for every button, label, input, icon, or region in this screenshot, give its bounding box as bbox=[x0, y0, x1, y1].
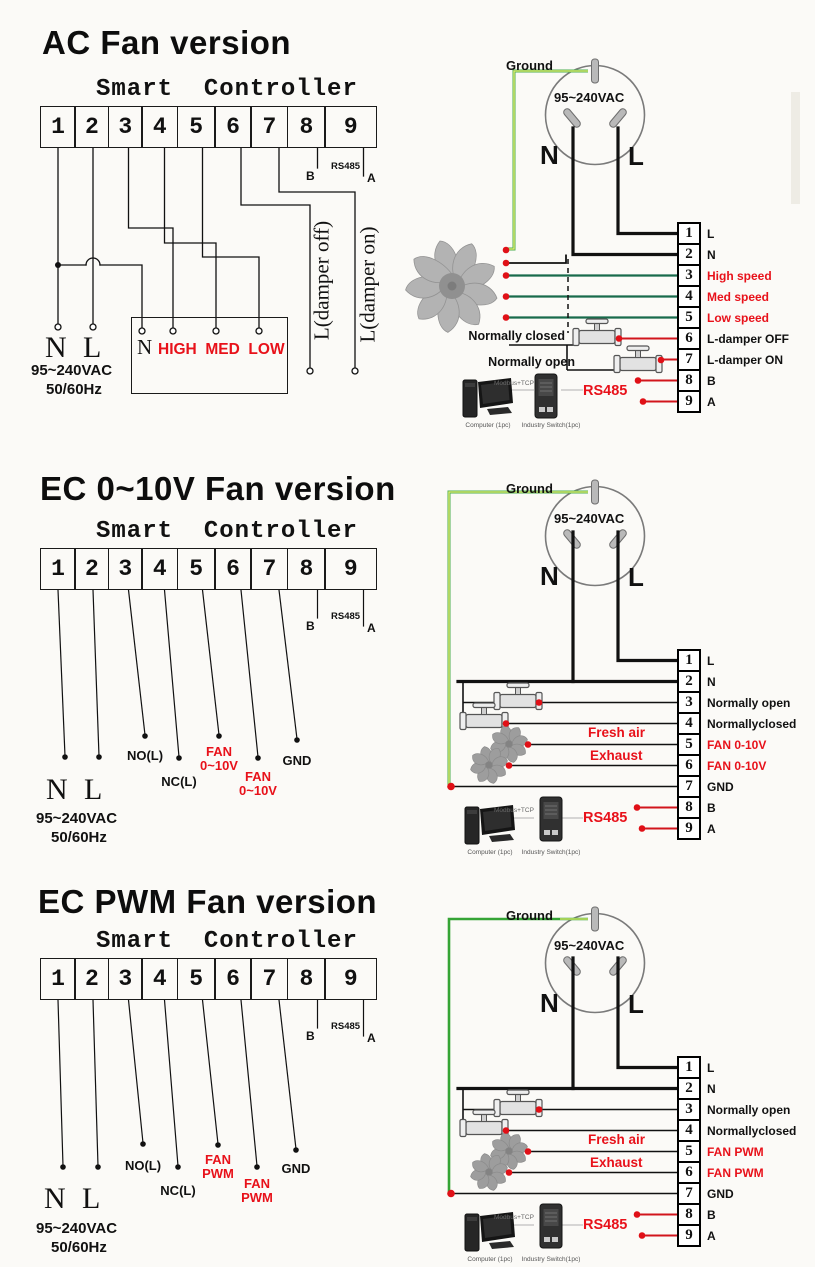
block-terminal-number: 6 bbox=[677, 754, 701, 777]
computer-caption: Computer (1pc) bbox=[467, 1256, 513, 1263]
block-terminal-number: 9 bbox=[677, 1224, 701, 1247]
fan-label-line1: FAN bbox=[205, 1152, 231, 1167]
block-terminal-label: A bbox=[707, 821, 716, 836]
block-terminal-number: 3 bbox=[677, 264, 701, 287]
neutral-label: N bbox=[44, 1182, 66, 1215]
block-terminal-label: L bbox=[707, 226, 715, 241]
block-terminal-number: 4 bbox=[677, 1119, 701, 1142]
block-terminal-number: 5 bbox=[677, 733, 701, 756]
modbus-label: Modbus+TCP bbox=[494, 380, 534, 387]
ac-motor-box bbox=[131, 317, 288, 394]
fan-label-line2: PWM bbox=[241, 1190, 273, 1206]
block-terminal-number: 1 bbox=[677, 1056, 701, 1079]
rs485-bus-label: RS485 bbox=[583, 810, 628, 826]
strip-terminal-7: 7 bbox=[250, 106, 288, 148]
block-terminal-number: 9 bbox=[677, 817, 701, 840]
power-rating: 95~240VAC bbox=[36, 810, 118, 827]
rs485-bus-label: RS485 bbox=[583, 383, 628, 399]
valve-open-icon bbox=[494, 683, 542, 710]
strip-terminal-3: 3 bbox=[108, 106, 143, 148]
block-terminal-label: B bbox=[707, 800, 716, 815]
block-row-4 bbox=[677, 712, 797, 735]
strip-terminal-1: 1 bbox=[40, 548, 76, 590]
strip-terminal-4: 4 bbox=[141, 548, 178, 590]
computer-caption: Computer (1pc) bbox=[465, 422, 511, 429]
block-row-1 bbox=[677, 649, 715, 672]
fresh-air-label: Fresh air bbox=[588, 1132, 646, 1147]
fan-0-10v-label-1 bbox=[197, 745, 241, 774]
block-terminal-number: 5 bbox=[677, 306, 701, 329]
strip-terminal-9: 9 bbox=[324, 958, 377, 1000]
rs485-label: RS485 bbox=[331, 161, 361, 172]
block-row-2 bbox=[677, 670, 716, 693]
block-row-1 bbox=[677, 1056, 715, 1079]
plug-l-label: L bbox=[628, 141, 644, 171]
switch-caption: Industry Switch(1pc) bbox=[521, 422, 581, 429]
plug-n-label: N bbox=[540, 988, 559, 1018]
strip-terminal-3: 3 bbox=[108, 548, 143, 590]
block-row-6 bbox=[677, 1161, 764, 1184]
industry-switch-icon bbox=[540, 797, 562, 841]
block-terminal-label: Normally open bbox=[707, 1102, 791, 1117]
block-terminal-label: L-damper OFF bbox=[707, 331, 790, 346]
block-terminal-label: N bbox=[707, 674, 716, 689]
terminal-strip bbox=[40, 548, 377, 590]
strip-terminal-9: 9 bbox=[324, 548, 377, 590]
industry-switch-icon bbox=[535, 374, 557, 418]
block-terminal-number: 8 bbox=[677, 796, 701, 819]
plug-voltage: 95~240VAC bbox=[554, 511, 625, 526]
block-row-9 bbox=[677, 390, 716, 413]
strip-terminal-4: 4 bbox=[141, 958, 178, 1000]
strip-terminal-6: 6 bbox=[214, 958, 252, 1000]
block-terminal-label: N bbox=[707, 247, 716, 262]
block-row-5 bbox=[677, 1140, 764, 1163]
block-terminal-label: B bbox=[707, 1207, 716, 1222]
block-row-9 bbox=[677, 817, 716, 840]
nc-l-label: NC(L) bbox=[160, 1183, 196, 1198]
strip-terminal-5: 5 bbox=[177, 106, 216, 148]
fan-label-line2: PWM bbox=[202, 1166, 234, 1182]
block-terminal-label: GND bbox=[707, 779, 734, 794]
photo-artifact bbox=[791, 92, 800, 204]
block-row-8 bbox=[677, 1203, 716, 1226]
fan-label-line2: 0~10V bbox=[200, 758, 238, 774]
strip-terminal-8: 8 bbox=[287, 548, 326, 590]
strip-terminal-9: 9 bbox=[324, 106, 377, 148]
ground-label: Ground bbox=[506, 481, 553, 496]
normally-open-label: Normally open bbox=[488, 355, 575, 369]
block-terminal-label: FAN 0-10V bbox=[707, 737, 767, 752]
rs485-a-label: A bbox=[367, 171, 376, 185]
block-row-6 bbox=[677, 327, 790, 350]
block-row-2 bbox=[677, 243, 716, 266]
neutral-label: N bbox=[45, 331, 67, 364]
block-row-3 bbox=[677, 264, 772, 287]
block-terminal-label: Low speed bbox=[707, 310, 770, 325]
no-l-label: NO(L) bbox=[124, 1158, 162, 1173]
strip-terminal-2: 2 bbox=[74, 958, 109, 1000]
line-label: L bbox=[82, 1182, 101, 1215]
controller-label: Smart Controller bbox=[96, 76, 358, 103]
power-frequency: 50/60Hz bbox=[46, 381, 102, 398]
rs485-b-label: B bbox=[306, 1029, 315, 1043]
computer-caption: Computer (1pc) bbox=[467, 849, 513, 856]
rs485-label: RS485 bbox=[331, 611, 361, 622]
block-terminal-number: 4 bbox=[677, 285, 701, 308]
block-terminal-number: 7 bbox=[677, 1182, 701, 1205]
strip-terminal-2: 2 bbox=[74, 548, 109, 590]
block-terminal-number: 6 bbox=[677, 1161, 701, 1184]
ground-label: Ground bbox=[506, 908, 553, 923]
rs485-b-label: B bbox=[306, 169, 315, 183]
block-terminal-number: 8 bbox=[677, 1203, 701, 1226]
valve-open-icon bbox=[614, 346, 662, 373]
block-terminal-number: 5 bbox=[677, 1140, 701, 1163]
terminal-strip bbox=[40, 958, 377, 1000]
strip-terminal-8: 8 bbox=[287, 106, 326, 148]
block-terminal-label: A bbox=[707, 394, 716, 409]
controller-label: Smart Controller bbox=[96, 518, 358, 545]
modbus-label: Modbus+TCP bbox=[494, 1214, 534, 1221]
block-row-6 bbox=[677, 754, 767, 777]
block-terminal-label: L bbox=[707, 653, 715, 668]
fan-pwm-label-1 bbox=[196, 1153, 240, 1182]
industry-switch-icon bbox=[540, 1204, 562, 1248]
block-terminal-label: Normally open bbox=[707, 695, 791, 710]
motor-speed-labels: HIGH MED LOW bbox=[158, 341, 285, 358]
strip-terminal-1: 1 bbox=[40, 106, 76, 148]
plug-l-label: L bbox=[628, 989, 644, 1019]
terminal-strip bbox=[40, 106, 377, 148]
rs485-b-label: B bbox=[306, 619, 315, 633]
switch-caption: Industry Switch(1pc) bbox=[521, 1256, 581, 1263]
block-terminal-number: 2 bbox=[677, 243, 701, 266]
block-terminal-label: Normallyclosed bbox=[707, 716, 797, 731]
block-row-4 bbox=[677, 285, 770, 308]
block-row-3 bbox=[677, 691, 791, 714]
block-terminal-number: 1 bbox=[677, 222, 701, 245]
gnd-label: GND bbox=[282, 753, 312, 768]
section-ec-0-10v-fan bbox=[0, 455, 815, 870]
fan-0-10v-label-2 bbox=[236, 770, 280, 799]
block-row-7 bbox=[677, 1182, 734, 1205]
strip-terminal-2: 2 bbox=[74, 106, 109, 148]
block-terminal-label: High speed bbox=[707, 268, 772, 283]
block-terminal-label: Normallyclosed bbox=[707, 1123, 797, 1138]
plug-l-label: L bbox=[628, 562, 644, 592]
plug-n-label: N bbox=[540, 140, 559, 170]
power-rating: 95~240VAC bbox=[36, 1220, 118, 1237]
valve-closed-icon bbox=[573, 319, 621, 346]
strip-terminal-7: 7 bbox=[250, 958, 288, 1000]
terminal-block bbox=[677, 222, 790, 413]
gnd-label: GND bbox=[281, 1161, 311, 1176]
rs485-bus-label: RS485 bbox=[583, 1217, 628, 1233]
rs485-a-label: A bbox=[367, 621, 376, 635]
block-terminal-label: FAN PWM bbox=[707, 1144, 764, 1159]
section-title: EC 0~10V Fan version bbox=[40, 470, 396, 507]
power-frequency: 50/60Hz bbox=[51, 1239, 107, 1256]
fan-label-line1: FAN bbox=[244, 1176, 270, 1191]
block-terminal-number: 7 bbox=[677, 348, 701, 371]
damper-on-label: L(damper on) bbox=[355, 226, 380, 343]
block-terminal-number: 9 bbox=[677, 390, 701, 413]
motor-n-label: N bbox=[137, 335, 153, 359]
strip-terminal-6: 6 bbox=[214, 106, 252, 148]
plug-voltage: 95~240VAC bbox=[554, 938, 625, 953]
fan-label-line1: FAN bbox=[245, 769, 271, 784]
section-title: EC PWM Fan version bbox=[38, 883, 378, 920]
block-terminal-number: 6 bbox=[677, 327, 701, 350]
neutral-label: N bbox=[46, 773, 68, 806]
strip-terminal-8: 8 bbox=[287, 958, 326, 1000]
block-row-4 bbox=[677, 1119, 797, 1142]
block-terminal-number: 3 bbox=[677, 691, 701, 714]
strip-terminal-3: 3 bbox=[108, 958, 143, 1000]
block-terminal-label: B bbox=[707, 373, 716, 388]
plug-n-label: N bbox=[540, 561, 559, 591]
fan-pwm-label-2 bbox=[235, 1177, 279, 1206]
block-terminal-number: 2 bbox=[677, 670, 701, 693]
line-label: L bbox=[83, 331, 102, 364]
section-title: AC Fan version bbox=[42, 24, 292, 61]
section-ec-pwm-fan bbox=[0, 870, 815, 1267]
no-l-label: NO(L) bbox=[126, 748, 164, 763]
fan-label-line2: 0~10V bbox=[239, 783, 277, 799]
block-terminal-number: 2 bbox=[677, 1077, 701, 1100]
exhaust-label: Exhaust bbox=[590, 1155, 643, 1170]
damper-off-label: L(damper off) bbox=[309, 220, 334, 341]
exhaust-label: Exhaust bbox=[590, 748, 643, 763]
block-terminal-number: 4 bbox=[677, 712, 701, 735]
strip-terminal-4: 4 bbox=[141, 106, 178, 148]
block-row-1 bbox=[677, 222, 715, 245]
ground-label: Ground bbox=[506, 58, 553, 73]
terminal-block bbox=[677, 1056, 797, 1247]
block-row-2 bbox=[677, 1077, 716, 1100]
strip-terminal-5: 5 bbox=[177, 958, 216, 1000]
strip-terminal-7: 7 bbox=[250, 548, 288, 590]
normally-closed-label: Normally closed bbox=[468, 329, 565, 343]
block-row-8 bbox=[677, 369, 716, 392]
block-terminal-label: FAN 0-10V bbox=[707, 758, 767, 773]
block-row-3 bbox=[677, 1098, 791, 1121]
rs485-label: RS485 bbox=[331, 1021, 361, 1032]
strip-terminal-5: 5 bbox=[177, 548, 216, 590]
ac-fan-icon bbox=[405, 240, 500, 334]
block-terminal-label: GND bbox=[707, 1186, 734, 1201]
modbus-label: Modbus+TCP bbox=[494, 807, 534, 814]
section-ac-fan bbox=[0, 0, 815, 455]
block-terminal-label: L bbox=[707, 1060, 715, 1075]
controller-label: Smart Controller bbox=[96, 928, 358, 955]
block-terminal-label: FAN PWM bbox=[707, 1165, 764, 1180]
fan-label-line1: FAN bbox=[206, 744, 232, 759]
block-row-5 bbox=[677, 306, 770, 329]
power-rating: 95~240VAC bbox=[31, 362, 113, 379]
power-frequency: 50/60Hz bbox=[51, 829, 107, 846]
block-row-7 bbox=[677, 348, 784, 371]
strip-terminal-6: 6 bbox=[214, 548, 252, 590]
block-row-9 bbox=[677, 1224, 716, 1247]
switch-caption: Industry Switch(1pc) bbox=[521, 849, 581, 856]
block-terminal-number: 1 bbox=[677, 649, 701, 672]
plug-voltage: 95~240VAC bbox=[554, 90, 625, 105]
terminal-block bbox=[677, 649, 797, 840]
strip-terminal-1: 1 bbox=[40, 958, 76, 1000]
block-terminal-label: A bbox=[707, 1228, 716, 1243]
block-row-7 bbox=[677, 775, 734, 798]
block-terminal-label: N bbox=[707, 1081, 716, 1096]
block-terminal-number: 3 bbox=[677, 1098, 701, 1121]
block-row-5 bbox=[677, 733, 767, 756]
valve-open-icon bbox=[494, 1090, 542, 1117]
rs485-a-label: A bbox=[367, 1031, 376, 1045]
nc-l-label: NC(L) bbox=[161, 774, 197, 789]
line-label: L bbox=[84, 773, 103, 806]
block-terminal-label: L-damper ON bbox=[707, 352, 784, 367]
block-terminal-label: Med speed bbox=[707, 289, 770, 304]
block-row-8 bbox=[677, 796, 716, 819]
block-terminal-number: 8 bbox=[677, 369, 701, 392]
fresh-air-label: Fresh air bbox=[588, 725, 646, 740]
block-terminal-number: 7 bbox=[677, 775, 701, 798]
